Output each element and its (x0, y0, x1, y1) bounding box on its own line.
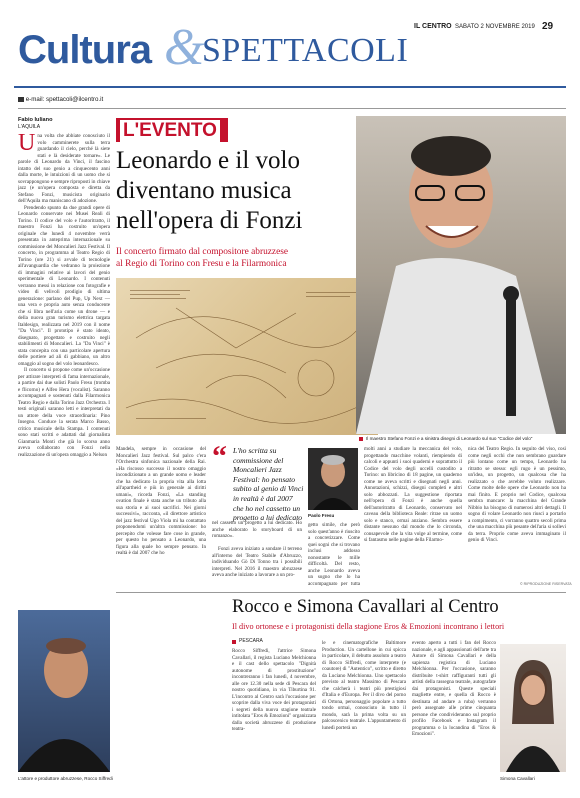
email-address[interactable]: spettacoli@ilcentro.it (46, 96, 104, 103)
page-number: 29 (542, 21, 554, 32)
story1-paragraph: Mandela, sempre in occasione del Moncalieri Jazz festival. Sul palco c'era l'Orchestra sinfonica nazionale della Rai. «Ha riscosso successo il nostro omaggio incondizionato a un grande uomo e leader che ha dedicato la propria vita alla lotta all'apartheid e più in generale ai diritti umani», ricorda Fonzi, «La standing ovation finale è stata anche un tributo alla sua storia e ai suoi sacrifici. Nei giorni successivi», racconta, «il direttore artistico del jazz festival Ugo Viola mi ha contattato proponendomi un'altra commissione: ho percepito che volesse fare cose in grande, per questo ho pensato a Leonardo, una figura alla quale ho sempre pensato. In realtà è dal 2007 che ho (116, 446, 206, 556)
story1-column-2 (116, 446, 206, 566)
email-label: e-mail: (25, 96, 45, 103)
story1-column-3 (212, 546, 302, 586)
codex-sketch-icon (116, 278, 378, 435)
story1-lead: na volta che abbiate conosciuto il volo camminerete sulla terra guardando il cielo, perché là siete stati e là desiderate tornare». Le parole di Leonardo da Vinci, il fascino intatto del suo genio a cinquecento anni dalla morte, le intuizioni di un uomo che si sovrappongono e sempre riproposti in chiave jazz (e un'opera composta e diretta da Stefano Fonzi, musicista originario dell'Aquila ma maniscano di adozione. (18, 133, 110, 204)
headline-line: diventano musica (116, 177, 292, 204)
section-title-cultura: Cultura (18, 28, 151, 72)
paper-name: IL CENTRO (414, 23, 452, 30)
photo-caption: Il maestro Stefano Fonzi e a sinistra disegni di Leonardo sul suo "Codice del volo" (366, 436, 533, 441)
portrait-icon (18, 610, 110, 772)
portrait-icon (308, 448, 358, 510)
siffredi-caption: L'attore e produttore abruzzese, Rocco Siffredi (18, 776, 113, 781)
story1-paragraph: Prendendo spunto da due grandi opere di Leonardo conservate nei Musei Reali di Torino. Il codice del volo e l'autoritratto, il maestro Fonzi ha costruito un'opera originale che lunedì 4 novembre verrà presentata in anteprima internazionale su commissione del Moncalieri Jazz Festival. Il concerto, in programma al Teatro Regio di Torino (ore 21) si avvale di tecnologie all'avanguardia che vedranno la proiezione di immagini relative ai lavori del genio sperimentale di Leonardo. I contenuti verranno messi in relazione con fotografie e video di velivoli prodigio di ultima generazione: parlano del Pup, Up Next — una vera e propria auto senza conducente che si libra nell'aria come un drone — e della nuova gran turismo elettrica targata Italdesign, realizzata nel 2019 con il nome "Da Vinci". Il prototipo è stato ideato, disegnato, progettato e costruito negli stabilimenti di Moncalieri. La "Da Vinci" è stata concepita con una particolare apertura delle portiere ad ali di gabbiano, un altro omaggio al sogno del volo leonardesco. (18, 204, 110, 367)
email-row (18, 96, 103, 103)
dateline: L'AQUILA (18, 124, 41, 130)
section-title-amp: & (164, 19, 205, 76)
story2-paragraph: evento aperto a tutti i fan del Rocco nazionale, e agli appassionati dell'arte tra Autore di Simona Cavallari e della sapienza registica di Luciano Melchionna. Per l'occasione, saranno distribuite t-shirt raffiguranti tutti gli artisti della rassegna teatrale, autografate dai protagonisti. Queste speciali magliette entre, e quella di Rocco è destinata ad andare a ruba) verranno però assegnate alle prime cinquanta persone che condivideranno sul proprio profilo Facebook e Instagram il programma o la locandina di "Eros & Emozioni". (412, 640, 496, 737)
issue-date: SABATO 2 NOVEMBRE 2019 (455, 24, 535, 30)
kicker-label: L'EVENTO (120, 120, 220, 142)
siffredi-photo (18, 610, 110, 772)
story1-paragraph: nica del Teatro Regio. In seguito del viso, così come negli occhi che non sembrano guardare più lontano come un tempo, Leonardo ha ritratto se stesso: egli rugo è un pessimo, un'idea, un progetto, un qualcosa che ha realizzato o che avrebbe voluto realizzare. Come molte delle opere che Leonardo non ha mai finito. E proprio nel Codice, qualcosa sembra mancare: la macchina del Grande Nibbio ha bisogno di numerosi altri dettagli. Il sogno di volare Leonardo non riuscì a portarlo a compimento, ci vorranno quattro secoli prima che una macchina più pesante dell'aria si sollevi da terra. Proprio come aveva immaginato il genio di Vinci. (468, 446, 566, 543)
story1-paragraph: Il concerto si propone come un'occasione per attirare interpreti di fama internazionale, a partire dai due solisti Paolo Fresu (tromba e flicorno) e Alfeo Hera (vocalist). Saranno accompagnati e sostenuti dalla Filarmonica Teatro Regio e dalla Torino Jazz Orchestra. I testi originali saranno letti e interpretati da un attore della voce straordinaria: Pino Insegno. Conduce la serata Marco Basso, critico musicale della Stampa. I contenuti sono stati scritti e adattati dal giornalista Gianmaria Monti che già lo scorso anno aveva collaborato con Fonzi nella realizzazione di un'opera omaggio a Nelson (18, 367, 110, 458)
quote-mark: “ (212, 440, 227, 473)
masthead-rule (14, 86, 566, 88)
story1-paragraph: getto simile, che però solo quest'anno è riuscito a concretizzare. Come quei sogni che si trovano inclusi addosso nonostante le mille difficoltà. Del resto, anche Leonardo aveva un sogno che lo ha accompagnato per tutta (308, 522, 360, 586)
rights-notice: © RIPRODUZIONE RISERVATA (520, 582, 572, 586)
story2-dateline-bullet (232, 640, 236, 644)
cavallari-caption: Simona Cavallari (500, 776, 535, 781)
email-rule (18, 108, 566, 109)
story1-paragraph: nel cassetto un progetto a lui dedicato. Ho anche elaborato lo storyboard di un romanzo». (212, 520, 302, 539)
story2-paragraph: Rocco Siffredi, l'attrice Simona Cavallari, il regista Luciano Melchionna e il cast dello spettacolo "Dignità autonome di prostituzione" incontreranno i fan lunedì, 4 novembre, alle ore 12.30 nella sede di Pescara del nostro quotidiano, in via Tiburtina 91. L'incontro al Centro sarà l'occasione per scoprire dalla viva voce dei protagonisti i segreti della nuova stagione teatrale intitolata "Eros & Emozioni" organizzata dalla società abruzzese di produzione teatra- (232, 648, 316, 732)
headline (116, 146, 352, 236)
story1-column-4 (308, 522, 360, 586)
story2-column-2 (322, 640, 406, 790)
subhead-line: Il concerto firmato dal compositore abruzzese (116, 247, 289, 257)
fonzi-photo (356, 116, 566, 434)
story2-dateline: PESCARA (239, 638, 263, 644)
story1-column-1 (18, 133, 110, 671)
story1-column-6 (468, 446, 566, 580)
portrait-icon (500, 644, 566, 772)
story2-column-1 (232, 648, 316, 790)
dropcap: U (18, 133, 36, 156)
subhead-line: al Regio di Torino con Fresu e la Filarmonica (116, 259, 287, 269)
byline: Fabio Iuliano (18, 117, 53, 123)
story2-paragraph: le e cinematografiche Baltimore Production. Un cartellone in cui spicca in particolare, il debutto assoluto a teatro di Rocco Siffredi, come interprete (e coautore) di "Autentico", scritto e diretto da Luciano Melchionna. Uno spettacolo previsto al teatro Massimo di Pescara che calcherà i teatri più prestigiosi d'Italia e d'Europa. Per il divo del porno di Ortona, personaggio popolare a tutto tondo ormai, conosciuto in tutto il mondo, sarà la prima volta su un palcoscenico teatrale. L'appuntamento di lunedì porterà un (322, 640, 406, 731)
story1-column-5 (364, 446, 462, 586)
subhead (116, 246, 356, 270)
headline-line: Leonardo e il volo (116, 147, 300, 174)
pull-quote: L'ho scritta su commissione del Moncalieri Jazz Festival: ho pensato subito al genio di Vinci in realtà è dal 2007 che ho nel cassetto un progetto a lui dedicato (233, 446, 304, 523)
fresu-photo (308, 448, 358, 510)
masthead (14, 0, 566, 88)
email-icon (18, 97, 24, 102)
section-title-spettacoli: SPETTACOLI (202, 32, 409, 69)
portrait-icon (356, 116, 566, 434)
headline-line: nell'opera di Fonzi (116, 207, 303, 234)
story2-subhead: Il divo ortonese e i protagonisti della stagione Eros & Emozioni incontrano i lettori (232, 622, 505, 631)
photo-caption-bullet (359, 437, 363, 441)
codex-drawing-image (116, 278, 378, 435)
story1-paragraph: molti anni a studiare la meccanica del volo, progettando macchine volanti, riempiendo di calcoli e appunti i suoi quaderni e soprattutto il Codice del volo degli uccelli custodito a Torino: un libricino di 18 pagine, un quaderno come ne aveva scritti e disegnati negli anni. Annotazioni, schizzi, disegni completi e altri solo abbozzati. La suggestione riportata nell'opera di Fonzi è anche quella dell'autoritratto di Leonardo, conservato nel caveau della biblioteca Reale: ritrae un uomo solo e stanco, ormai anziano. Sembra essere distante nessuno dal mondo che lo circonda, consapevole che la vita volge al termine, come si fantasmo nelle pagine della Filarmo- (364, 446, 462, 543)
story1-column-3-top (212, 520, 302, 542)
story2-column-3 (412, 640, 496, 790)
story2-headline: Rocco e Simona Cavallari al Centro (232, 597, 499, 617)
story-divider (116, 592, 566, 593)
story1-paragraph: Fonzi aveva iniziato a sondare il terreno all'interno del Teatro Stabile d'Abruzzo, individuando Gò Di Tonno tra i possibili interpreti. Nel 2016 il maestro abruzzese aveva anche iniziato a lavorare a un pro- (212, 546, 302, 578)
cavallari-photo (500, 644, 566, 772)
fresu-caption: Paolo Fresu (308, 513, 335, 518)
